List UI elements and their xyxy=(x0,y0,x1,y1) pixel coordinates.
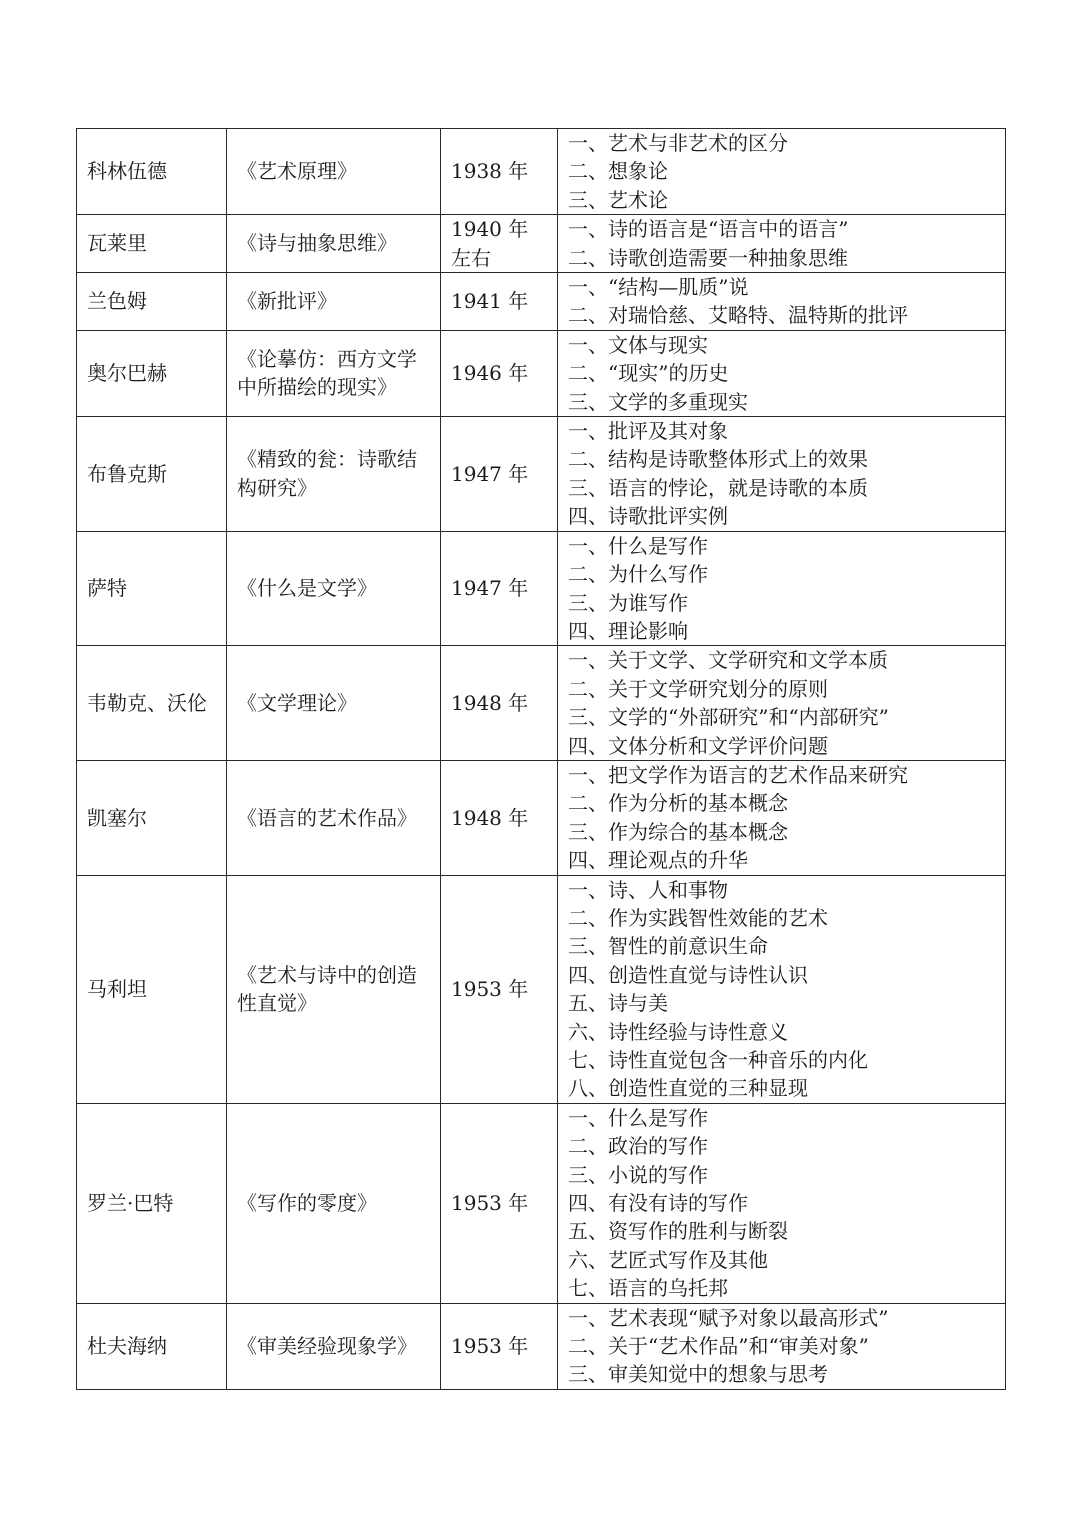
year-cell: 1947 年 xyxy=(441,417,558,532)
year-cell: 1946 年 xyxy=(441,330,558,416)
year-cell: 1941 年 xyxy=(441,273,558,331)
key-point-item: 六、诗性经验与诗性意义 xyxy=(568,1019,788,1044)
key-point-item: 三、作为综合的基本概念 xyxy=(568,819,788,844)
author-cell: 罗兰·巴特 xyxy=(77,1103,227,1303)
table-row xyxy=(77,531,1006,646)
year-cell: 1953 年 xyxy=(441,875,558,1103)
author-cell: 布鲁克斯 xyxy=(77,417,227,532)
author-cell: 萨特 xyxy=(77,531,227,646)
author-cell: 奥尔巴赫 xyxy=(77,330,227,416)
key-point-item: 八、创造性直觉的三种显现 xyxy=(568,1076,808,1101)
work-title-cell: 《语言的艺术作品》 xyxy=(227,760,441,875)
key-point-item: 二、诗歌创造需要一种抽象思维 xyxy=(568,245,848,270)
work-title-cell: 《诗与抽象思维》 xyxy=(227,215,441,273)
key-point-item: 一、文体与现实 xyxy=(568,332,708,357)
key-point-item: 二、为什么写作 xyxy=(568,562,708,587)
work-title-cell: 《审美经验现象学》 xyxy=(227,1303,441,1389)
key-point-item: 六、艺匠式写作及其他 xyxy=(568,1247,768,1272)
key-point-item: 三、艺术论 xyxy=(568,187,668,212)
key-point-item: 二、“现实”的历史 xyxy=(568,361,729,386)
key-points-cell xyxy=(558,1103,1006,1303)
author-cell: 瓦莱里 xyxy=(77,215,227,273)
key-point-item: 一、“结构—肌质”说 xyxy=(568,275,749,300)
key-point-item: 四、创造性直觉与诗性认识 xyxy=(568,962,808,987)
key-point-item: 一、关于文学、文学研究和文学本质 xyxy=(568,648,888,673)
key-point-item: 一、把文学作为语言的艺术作品来研究 xyxy=(568,762,908,787)
key-point-item: 三、为谁写作 xyxy=(568,590,688,615)
key-point-item: 二、结构是诗歌整体形式上的效果 xyxy=(568,447,868,472)
table-row xyxy=(77,330,1006,416)
key-point-item: 三、智性的前意识生命 xyxy=(568,934,768,959)
key-point-item: 一、批评及其对象 xyxy=(568,419,728,444)
key-point-item: 一、诗、人和事物 xyxy=(568,877,728,902)
key-points-cell xyxy=(558,215,1006,273)
key-point-item: 四、文体分析和文学评价问题 xyxy=(568,733,828,758)
year-cell: 1947 年 xyxy=(441,531,558,646)
key-point-item: 四、理论影响 xyxy=(568,618,688,643)
work-title-cell: 《新批评》 xyxy=(227,273,441,331)
key-points-cell xyxy=(558,646,1006,761)
key-point-item: 四、有没有诗的写作 xyxy=(568,1191,748,1216)
key-point-item: 七、诗性直觉包含一种音乐的内化 xyxy=(568,1048,868,1072)
key-points-cell xyxy=(558,417,1006,532)
key-point-item: 一、艺术表现“赋予对象以最高形式” xyxy=(568,1305,889,1330)
key-point-item: 三、语言的悖论，就是诗歌的本质 xyxy=(568,475,868,500)
key-points-cell xyxy=(558,129,1006,215)
table-row xyxy=(77,129,1006,215)
key-point-item: 五、诗与美 xyxy=(568,991,668,1016)
key-points-cell xyxy=(558,273,1006,331)
year-cell: 1940 年左右 xyxy=(441,215,558,273)
key-point-item: 三、小说的写作 xyxy=(568,1162,708,1187)
work-title-cell: 《艺术与诗中的创造性直觉》 xyxy=(227,875,441,1103)
key-point-item: 四、理论观点的升华 xyxy=(568,848,748,873)
year-cell: 1953 年 xyxy=(441,1303,558,1389)
key-point-item: 七、语言的乌托邦 xyxy=(568,1276,728,1301)
key-point-item: 一、诗的语言是“语言中的语言” xyxy=(568,217,849,242)
author-cell: 韦勒克、沃伦 xyxy=(77,646,227,761)
year-cell: 1938 年 xyxy=(441,129,558,215)
work-title-cell: 《文学理论》 xyxy=(227,646,441,761)
key-points-cell xyxy=(558,760,1006,875)
table-row xyxy=(77,1303,1006,1389)
work-title-cell: 《艺术原理》 xyxy=(227,129,441,215)
key-point-item: 二、作为实践智性效能的艺术 xyxy=(568,905,828,930)
table-row xyxy=(77,760,1006,875)
key-point-item: 三、审美知觉中的想象与思考 xyxy=(568,1362,828,1387)
author-cell: 凯塞尔 xyxy=(77,760,227,875)
key-point-item: 五、资写作的胜利与断裂 xyxy=(568,1219,788,1244)
key-points-cell xyxy=(558,330,1006,416)
key-points-cell xyxy=(558,875,1006,1103)
key-point-item: 二、作为分析的基本概念 xyxy=(568,791,788,816)
table-body xyxy=(77,129,1006,1390)
work-title-cell: 《论摹仿：西方文学中所描绘的现实》 xyxy=(227,330,441,416)
author-cell: 杜夫海纳 xyxy=(77,1303,227,1389)
key-point-item: 三、文学的“外部研究”和“内部研究” xyxy=(568,705,889,730)
work-title-cell: 《什么是文学》 xyxy=(227,531,441,646)
key-point-item: 二、对瑞恰慈、艾略特、温特斯的批评 xyxy=(568,303,908,328)
work-title-cell: 《精致的瓮：诗歌结构研究》 xyxy=(227,417,441,532)
key-point-item: 二、关于文学研究划分的原则 xyxy=(568,676,828,701)
literary-theory-table xyxy=(76,128,1006,1390)
table-row xyxy=(77,1103,1006,1303)
year-cell: 1953 年 xyxy=(441,1103,558,1303)
key-point-item: 四、诗歌批评实例 xyxy=(568,504,728,529)
key-point-item: 三、文学的多重现实 xyxy=(568,389,748,414)
year-cell: 1948 年 xyxy=(441,646,558,761)
author-cell: 兰色姆 xyxy=(77,273,227,331)
key-points-cell xyxy=(558,1303,1006,1389)
table-row xyxy=(77,646,1006,761)
year-cell: 1948 年 xyxy=(441,760,558,875)
table-row xyxy=(77,215,1006,273)
key-point-item: 一、什么是写作 xyxy=(568,533,708,558)
key-point-item: 一、艺术与非艺术的区分 xyxy=(568,131,788,155)
key-point-item: 二、想象论 xyxy=(568,159,668,184)
key-points-cell xyxy=(558,531,1006,646)
key-point-item: 二、关于“艺术作品”和“审美对象” xyxy=(568,1334,869,1359)
table-row xyxy=(77,273,1006,331)
author-cell: 马利坦 xyxy=(77,875,227,1103)
table-row xyxy=(77,417,1006,532)
key-point-item: 二、政治的写作 xyxy=(568,1134,708,1159)
work-title-cell: 《写作的零度》 xyxy=(227,1103,441,1303)
key-point-item: 一、什么是写作 xyxy=(568,1105,708,1130)
table-row xyxy=(77,875,1006,1103)
author-cell: 科林伍德 xyxy=(77,129,227,215)
